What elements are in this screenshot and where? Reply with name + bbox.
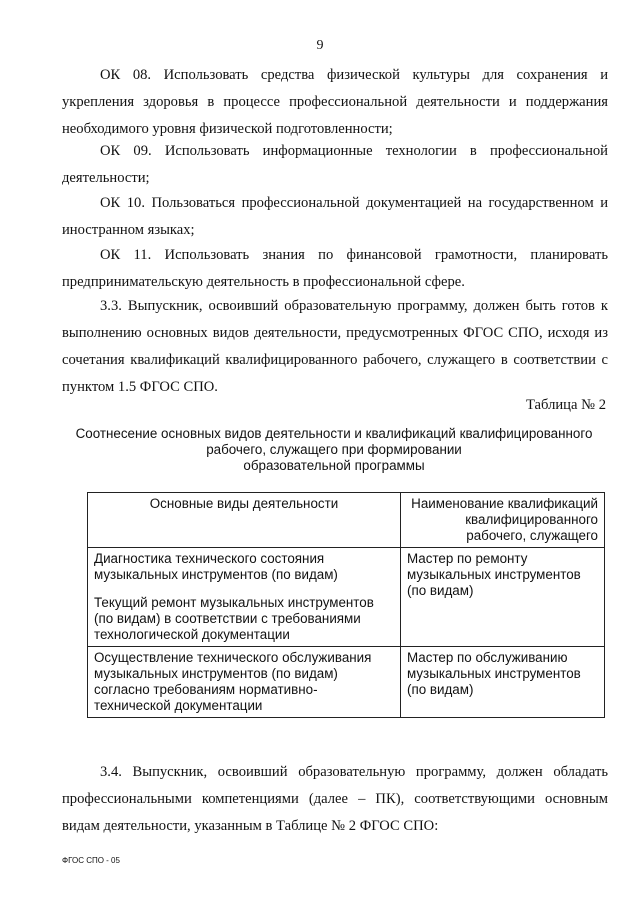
page-number: 9 <box>316 38 324 53</box>
table-row <box>88 647 605 718</box>
table-caption-line: рабочего, служащего при формировании <box>206 442 462 457</box>
paragraph-ok11: ОК 11. Использовать знания по финансовой грамотности, планировать предпринимательскую деятельность в профессиональной сфере. <box>62 247 608 290</box>
paragraph-3-4: 3.4. Выпускник, освоивший образовательную программу, должен обладать профессиональными компетенциями (далее – ПК), соответствующими основным видам деятельности, указанным в Таблице № 2 ФГОС СПО: <box>62 764 608 834</box>
activity-cell <box>88 548 401 647</box>
paragraph-3-3: 3.3. Выпускник, освоивший образовательную программу, должен быть готов к выполнению основных видов деятельности, предусмотренных ФГОС СПО, исходя из сочетания квалификаций квалифицированного рабочего, служащего в соответствии с пунктом 1.5 ФГОС СПО. <box>62 298 608 395</box>
table-caption-line: образовательной программы <box>243 458 425 473</box>
qualification-cell: Мастер по ремонту музыкальных инструментов (по видам) <box>401 548 605 647</box>
qualification-cell: Мастер по обслуживанию музыкальных инструментов (по видам) <box>401 647 605 718</box>
paragraph-ok09: ОК 09. Использовать информационные технологии в профессиональной деятельности; <box>62 143 608 186</box>
footer-code: ФГОС СПО - 05 <box>62 856 120 865</box>
table-row <box>88 548 605 647</box>
table-caption-line: Соотнесение основных видов деятельности и квалификаций квалифицированного <box>75 426 593 441</box>
activities-table <box>87 492 605 718</box>
table-caption <box>60 426 608 474</box>
table-label: Таблица № 2 <box>526 397 606 413</box>
table-header-row <box>88 493 605 548</box>
header-activities: Основные виды деятельности <box>88 493 401 548</box>
header-qualifications: Наименование квалификаций квалифицированного рабочего, служащего <box>401 493 605 548</box>
activity-cell: Осуществление технического обслуживания музыкальных инструментов (по видам) согласно требованиям нормативно-технической документации <box>88 647 401 718</box>
activity-text: Текущий ремонт музыкальных инструментов (по видам) в соответствии с требованиями технологической документации <box>94 595 374 642</box>
paragraph-ok10: ОК 10. Пользоваться профессиональной документацией на государственном и иностранном языках; <box>62 195 608 238</box>
paragraph-ok08: ОК 08. Использовать средства физической культуры для сохранения и укрепления здоровья в процессе профессиональной деятельности и поддержания необходимого уровня физической подготовленности; <box>62 67 608 137</box>
activity-text: Диагностика технического состояния музыкальных инструментов (по видам) <box>94 551 338 582</box>
